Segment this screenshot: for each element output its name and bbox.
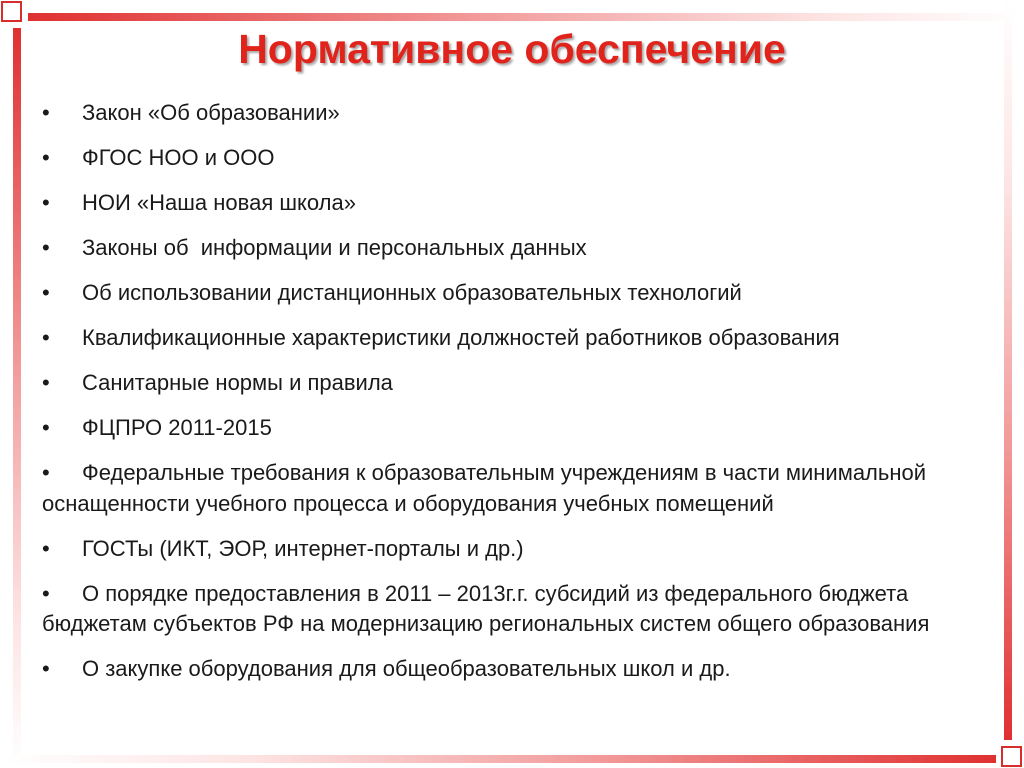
bullet-icon: • (42, 145, 50, 170)
list-item-text: Законы об информации и персональных данных (82, 235, 587, 260)
bullet-icon: • (42, 656, 50, 681)
list-item-text: О закупке оборудования для общеобразовательных школ и др. (82, 656, 731, 681)
list-item-text: ФЦПРО 2011-2015 (82, 415, 272, 440)
list-item (42, 98, 992, 129)
list-item-text: Санитарные нормы и правила (82, 370, 393, 395)
list-item (42, 233, 992, 264)
bottom-right-corner-square (1001, 746, 1022, 767)
list-item (42, 143, 992, 174)
list-item (42, 368, 992, 399)
list-item-text: Об использовании дистанционных образовательных технологий (82, 280, 742, 305)
list-item-text: Закон «Об образовании» (82, 100, 340, 125)
bottom-decorative-bar (0, 755, 996, 763)
right-decorative-bar (1004, 0, 1012, 740)
bullet-icon: • (42, 535, 50, 561)
bullet-list (42, 98, 992, 699)
bullet-icon: • (42, 325, 50, 350)
bullet-icon: • (42, 100, 50, 125)
list-item (42, 654, 992, 685)
bullet-icon: • (42, 415, 50, 440)
slide-title: Нормативное обеспечение (238, 26, 786, 72)
list-item (42, 458, 992, 519)
top-left-corner-square (1, 1, 22, 22)
list-item (42, 278, 992, 309)
list-item-text: НОИ «Наша новая школа» (82, 190, 356, 215)
list-item (42, 323, 992, 354)
list-item (42, 534, 992, 565)
list-item (42, 188, 992, 219)
list-item-text: Федеральные требования к образовательным учреждениям в части минимальной оснащенности учебного процесса и оборудования учебных помещений (42, 460, 927, 516)
list-item (42, 579, 992, 640)
list-item-text: ГОСТы (ИКТ, ЭОР, интернет-порталы и др.) (82, 535, 524, 561)
bullet-icon: • (42, 280, 50, 305)
top-decorative-bar (28, 13, 1024, 21)
bullet-icon: • (42, 370, 50, 395)
list-item-text: Квалификационные характеристики должностей работников образования (82, 325, 840, 350)
list-item-text: О порядке предоставления в 2011 – 2013г.г. субсидий из федерального бюджета бюджетам субъектов РФ на модернизацию региональных систем общего образования (42, 580, 930, 636)
bullet-icon: • (42, 580, 50, 606)
bullet-icon: • (42, 235, 50, 260)
bullet-icon: • (42, 460, 50, 485)
left-decorative-bar (13, 28, 21, 768)
bullet-icon: • (42, 190, 50, 215)
list-item (42, 413, 992, 444)
list-item-text: ФГОС НОО и ООО (82, 145, 275, 170)
